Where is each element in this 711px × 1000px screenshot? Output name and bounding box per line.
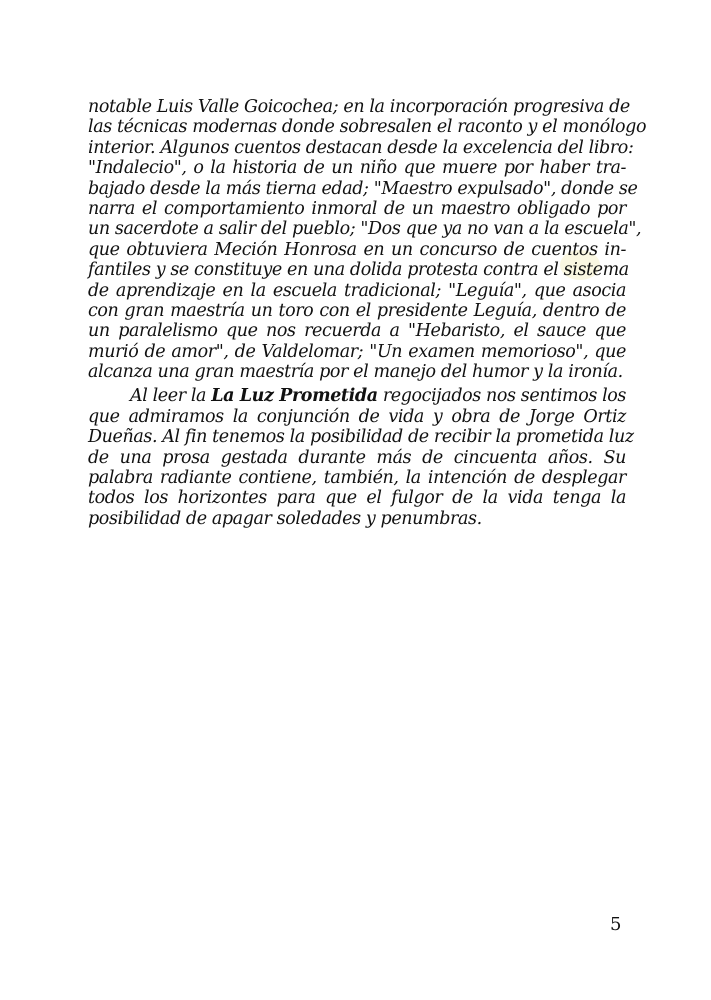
text-line: alcanza una gran maestría por el manejo del humor y la ironía.: [88, 362, 623, 383]
paragraph-1: [88, 97, 647, 383]
text-line: todos los horizontes para que el fulgor de la vida tenga la: [88, 488, 626, 509]
text-line: murió de amor", de Valdelomar; "Un examen memorioso", que: [88, 341, 626, 362]
text-line: bajado desde la más tierna edad; "Maestro expulsado", donde se: [88, 178, 638, 199]
text-line-first: [88, 386, 626, 406]
text-line: notable Luis Valle Goicochea; en la incorporación progresiva de: [88, 97, 630, 117]
text-line: fantiles y se constituye en una dolida protesta contra el sistema: [88, 260, 629, 281]
text-line: posibilidad de apagar soledades y penumbras.: [88, 508, 482, 529]
paragraph-2: [88, 386, 634, 529]
text-line: interior. Algunos cuentos destacan desde la excelencia del libro:: [88, 137, 634, 158]
text-line: de una prosa gestada durante más de cincuenta años. Su: [88, 447, 626, 468]
text-line: narra el comportamiento inmoral de un maestro obligado por: [88, 198, 626, 219]
page-number: 5: [610, 914, 622, 935]
text-line: las técnicas modernas donde sobresalen el raconto y el monólogo: [88, 117, 647, 138]
text-line: con gran maestría un toro con el presidente Leguía, dentro de: [88, 300, 626, 321]
body-text: [88, 97, 647, 529]
text-segment: regocijados nos sentimos los: [377, 386, 626, 407]
text-segment: Al leer la: [130, 386, 212, 407]
text-line: Dueñas. Al fin tenemos la posibilidad de recibir la prometida luz: [88, 427, 634, 448]
text-line: que obtuviera Meción Honrosa en un concurso de cuentos in-: [88, 239, 626, 260]
text-line: un sacerdote a salir del pueblo; "Dos que ya no van a la escuela",: [88, 219, 642, 240]
book-title: La Luz Prometida: [211, 386, 378, 407]
text-line: un paralelismo que nos recuerda a "Hebaristo, el sauce que: [88, 321, 626, 342]
text-line: "Indalecio", o la historia de un niño que muere por haber tra-: [88, 158, 626, 179]
text-line: palabra radiante contiene, también, la intención de desplegar: [88, 468, 626, 489]
text-line: que admiramos la conjunción de vida y obra de Jorge Ortiz: [88, 406, 626, 427]
text-line: de aprendizaje en la escuela tradicional; "Leguía", que asocia: [88, 280, 626, 301]
